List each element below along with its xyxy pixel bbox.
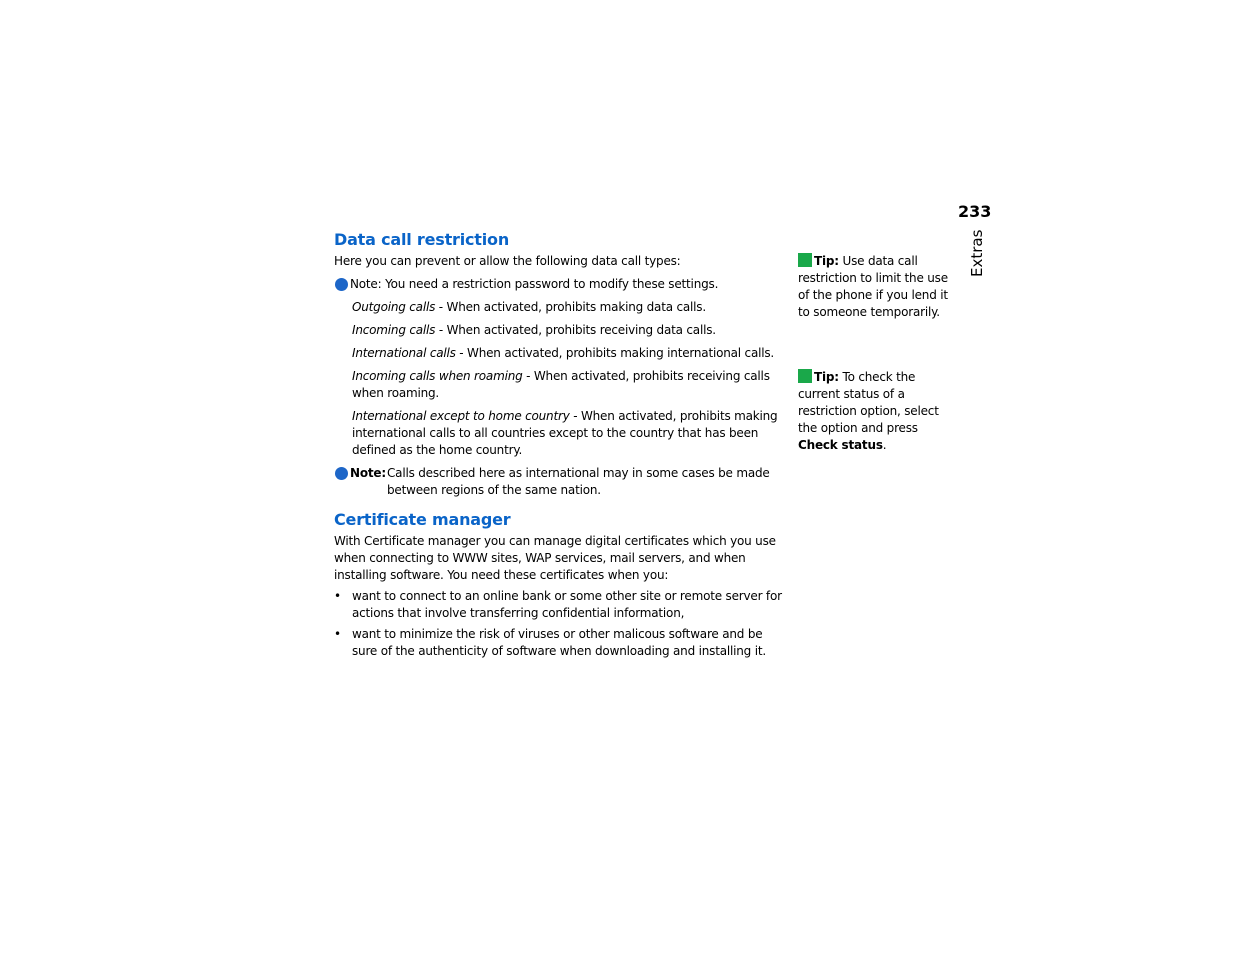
tip-text: To check the current status of a restriction option, select the option and press (798, 370, 939, 435)
note-text: Calls described here as international may in some cases be made between regions of the same nation. (387, 466, 770, 497)
section-certificate-manager (334, 509, 782, 660)
item-desc: - When activated, prohibits making data calls. (435, 300, 706, 314)
note-international (334, 465, 782, 499)
list-item (334, 345, 782, 362)
item-desc: - When activated, prohibits making international calls. (455, 346, 775, 360)
section-data-call-restriction (334, 229, 782, 499)
item-term: International except to home country (352, 409, 570, 423)
tip-restriction (798, 253, 958, 321)
note-icon (335, 467, 348, 480)
item-term: Outgoing calls (352, 300, 436, 314)
list-item (334, 299, 782, 316)
item-desc: - When activated, prohibits making international calls to all countries except to the country that has been defined as the home country. (352, 409, 778, 457)
main-column (334, 229, 782, 664)
sidebar-tips (798, 253, 958, 454)
tip-icon (798, 253, 812, 267)
tip-label: Tip: (814, 370, 839, 384)
note-icon (335, 278, 348, 291)
tip-end: . (882, 438, 887, 452)
chapter-tab: Extras (968, 229, 986, 277)
page-number: 233 (958, 202, 992, 221)
tip-check-status (798, 369, 958, 454)
bullet-text: want to minimize the risk of viruses or other malicous software and be sure of the authenticity of software when downloading and installing it. (352, 627, 766, 658)
item-term: Incoming calls when roaming (352, 369, 523, 383)
list-item (334, 322, 782, 339)
tip-label: Tip: (814, 254, 839, 268)
note-text: Note: You need a restriction password to modify these settings. (350, 277, 719, 291)
item-term: International calls (352, 346, 456, 360)
list-item (334, 368, 782, 402)
bullet-item (334, 626, 782, 660)
section-heading: Data call restriction (334, 230, 510, 249)
item-desc: - When activated, prohibits receiving calls when roaming. (352, 369, 770, 400)
item-term: Incoming calls (352, 323, 436, 337)
item-desc: - When activated, prohibits receiving data calls. (435, 323, 716, 337)
section-heading: Certificate manager (334, 510, 511, 529)
tip-icon (798, 369, 812, 383)
bullet-text: want to connect to an online bank or some other site or remote server for actions that involve transferring confidential information, (352, 589, 782, 620)
bullet-mark: • (334, 627, 341, 641)
tip-command: Check status (798, 438, 883, 452)
note-label: Note: (350, 466, 386, 480)
paragraph: With Certificate manager you can manage digital certificates which you use when connecting to WWW sites, WAP services, mail servers, and when installing software. You need these certificates when you: (334, 534, 776, 582)
note-password (334, 276, 782, 293)
bullet-item (334, 588, 782, 622)
bullet-mark: • (334, 589, 341, 603)
tip-text: Use data call restriction to limit the use of the phone if you lend it to someone temporarily. (798, 254, 948, 319)
intro-text: Here you can prevent or allow the following data call types: (334, 254, 681, 268)
list-item (334, 408, 782, 459)
